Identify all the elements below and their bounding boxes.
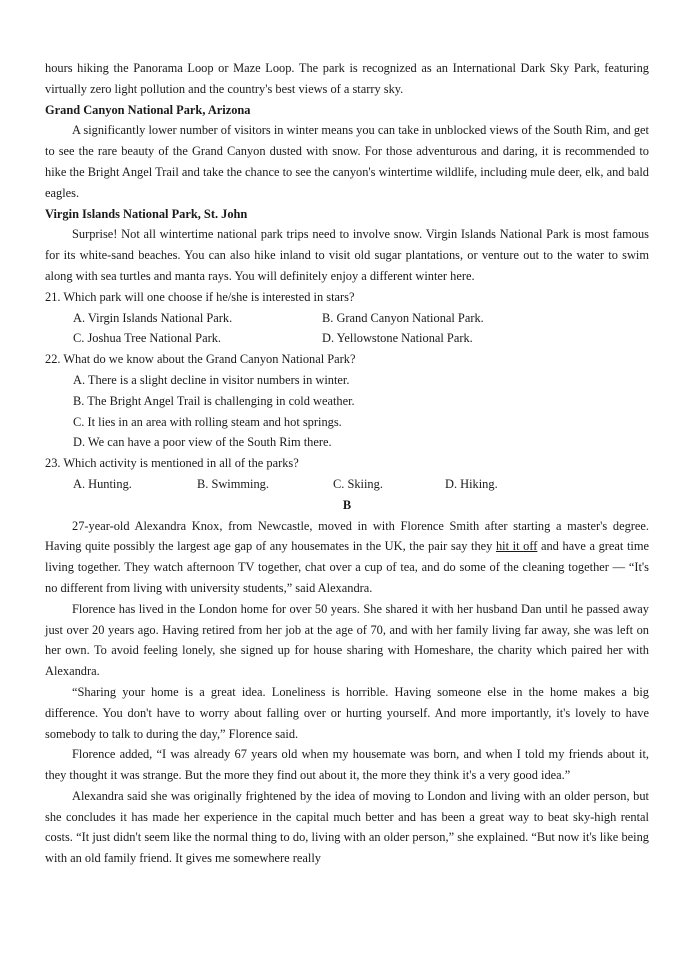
option-d: D. Yellowstone National Park. bbox=[322, 331, 473, 346]
underlined-phrase: hit it off bbox=[495, 539, 538, 554]
question-23 bbox=[45, 453, 649, 495]
option-a: A. Virgin Islands National Park. bbox=[73, 310, 233, 325]
section-b-paragraph-2: Florence has lived in the London home for over 50 years. She shared it with her husband Dan until he passed away just over 20 years ago. Having retired from her job at the age of 70, and with her family living far away, she was left on her own. To avoid feeling lonely, she signed up for house sharing with Homeshare, the charity which paired her with Alexandra. bbox=[45, 601, 649, 679]
p1-text-start: 27-year-old Alexandra Knox, from Newcastle, moved in with Florence Smith after starting a master's degree. Having quite possibly the largest age gap of any housemates in the UK, the pair say they bbox=[45, 518, 649, 554]
grand-canyon-heading: Grand Canyon National Park, Arizona bbox=[45, 102, 251, 117]
option-a: A. Hunting. bbox=[73, 476, 132, 491]
question-stem: 21. Which park will one choose if he/she is interested in stars? bbox=[45, 289, 355, 304]
option-b: B. Swimming. bbox=[197, 476, 269, 491]
option-d: D. Hiking. bbox=[445, 476, 498, 491]
question-stem: 22. What do we know about the Grand Canyon National Park? bbox=[45, 352, 356, 367]
joshua-tree-paragraph-end: hours hiking the Panorama Loop or Maze Loop. The park is recognized as an International Dark Sky Park, featuring virtually zero light pollution and the country's best views of a starry sky. bbox=[45, 61, 649, 96]
question-22 bbox=[45, 349, 649, 453]
virgin-islands-heading: Virgin Islands National Park, St. John bbox=[45, 206, 248, 221]
options-row bbox=[45, 308, 649, 329]
section-b-paragraph-1 bbox=[45, 516, 649, 599]
section-b-label: B bbox=[342, 497, 352, 512]
question-21 bbox=[45, 287, 649, 349]
option-d: D. We can have a poor view of the South Rim there. bbox=[73, 435, 332, 450]
section-b-paragraph-5: Alexandra said she was originally frightened by the idea of moving to London and living with an older person, but she concludes it has made her experience in the capital much better and has been a great way to beat sky-high rental costs. “It just didn't seem like the normal thing to do, living with an older person,” she explained. “But now it's like being with an old family friend. It gives me somewhere really bbox=[45, 788, 649, 866]
option-c: C. It lies in an area with rolling steam and hot springs. bbox=[73, 414, 342, 429]
option-a: A. There is a slight decline in visitor numbers in winter. bbox=[73, 372, 350, 387]
section-b-paragraph-4: Florence added, “I was already 67 years old when my housemate was born, and when I told my friends about it, they thought it was strange. But the more they find out about it, the more they think it's a very good idea.” bbox=[45, 747, 649, 783]
options-row bbox=[45, 474, 649, 495]
p1-text-end: and have a great time living together. They watch afternoon TV together, chat over a cup of tea, and do some of the cleaning together — “It's no different from living with university students,” said Alexandra. bbox=[45, 539, 649, 595]
option-c: C. Joshua Tree National Park. bbox=[73, 331, 221, 346]
option-b: B. Grand Canyon National Park. bbox=[322, 310, 484, 325]
question-stem: 23. Which activity is mentioned in all of the parks? bbox=[45, 456, 299, 471]
option-b: B. The Bright Angel Trail is challenging in cold weather. bbox=[73, 393, 355, 408]
grand-canyon-paragraph: A significantly lower number of visitors in winter means you can take in unblocked views of the South Rim, and get to see the rare beauty of the Grand Canyon dusted with snow. For those adventurous and daring, it is recommended to hike the Bright Angel Trail and take the chance to see the canyon's wintertime wildlife, including mule deer, elk, and bald eagles. bbox=[45, 123, 649, 200]
option-c: C. Skiing. bbox=[333, 476, 383, 491]
exam-page bbox=[45, 58, 649, 869]
virgin-islands-paragraph: Surprise! Not all wintertime national park trips need to involve snow. Virgin Islands National Park is most famous for its white-sand beaches. You can also hike inland to visit old sugar plantations, or venture out to the water to swim along with sea turtles and manta rays. You will definitely enjoy a different winter here. bbox=[45, 227, 649, 283]
options-row bbox=[45, 328, 649, 349]
section-b-paragraph-3: “Sharing your home is a great idea. Loneliness is horrible. Having someone else in the home makes a big difference. You don't have to worry about falling over or hurting yourself. And more importantly, it's lovely to have somebody to talk to during the day,” Florence said. bbox=[45, 684, 649, 741]
